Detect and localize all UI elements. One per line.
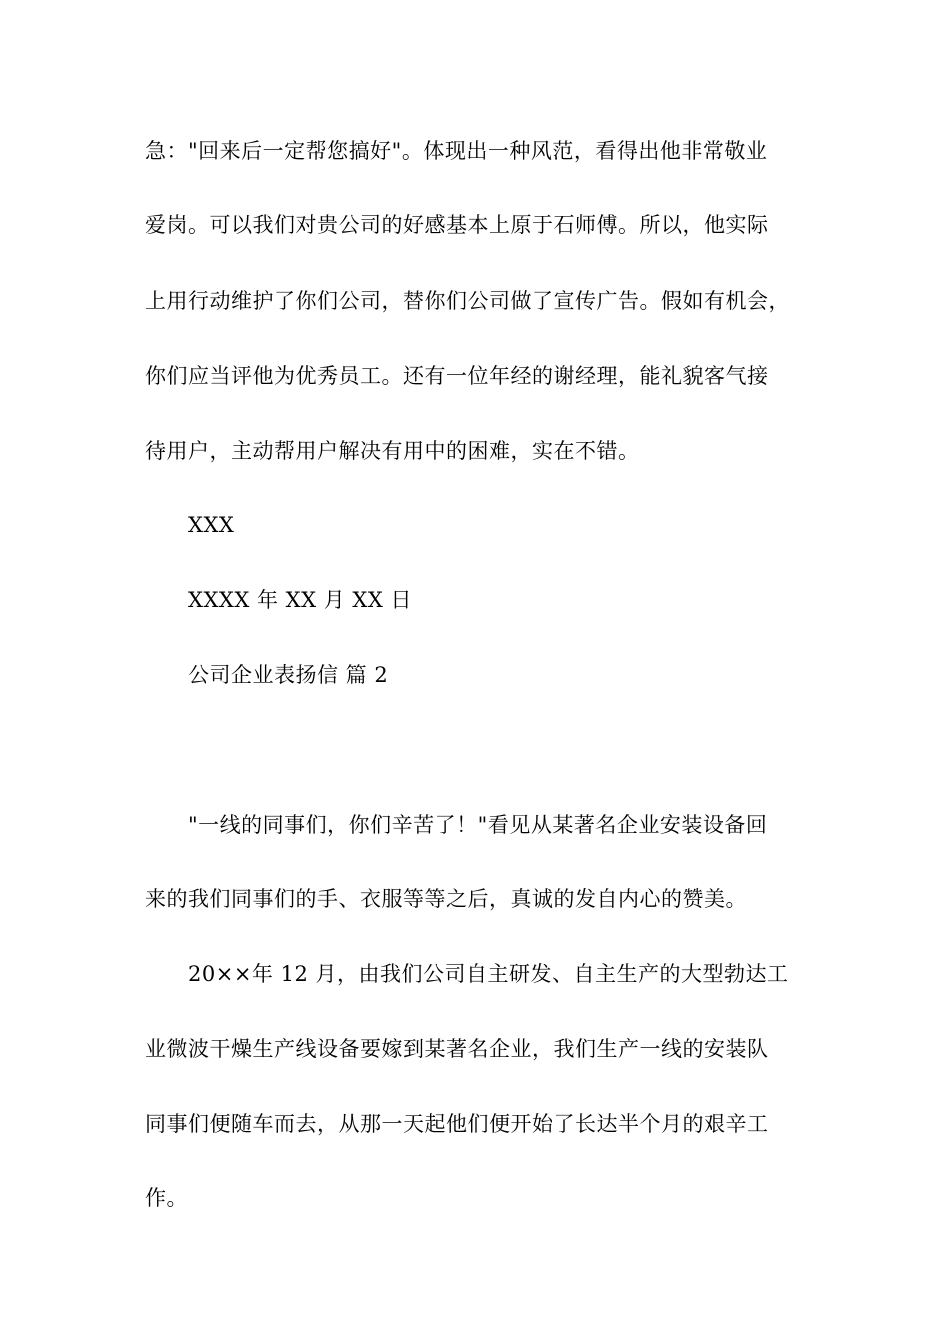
body-text-line: 爱岗。可以我们对贵公司的好感基本上原于石师傅。所以，他实际 — [145, 213, 769, 237]
body-text-line: 来的我们同事们的手、衣服等等之后，真诚的发自内心的赞美。 — [145, 887, 747, 911]
body-text-line: 上用行动维护了你们公司，替你们公司做了宣传广告。假如有机会， — [145, 289, 790, 313]
body-text-line: 同事们便随车而去，从那一天起他们便开始了长达半个月的艰辛工 — [145, 1112, 769, 1136]
body-text-line: "一线的同事们，你们辛苦了！"看见从某著名企业安装设备回 — [188, 813, 768, 837]
body-text-line: 20××年 12 月，由我们公司自主研发、自主生产的大型勃达工 — [188, 962, 789, 986]
body-text-line: 作。 — [145, 1186, 188, 1210]
section-title: 公司企业表扬信 篇 2 — [188, 663, 389, 687]
body-text-line: 你们应当评他为优秀员工。还有一位年经的谢经理，能礼貌客气接 — [145, 364, 769, 388]
date: XXXX 年 XX 月 XX 日 — [188, 588, 412, 612]
body-text-line: 业微波干燥生产线设备要嫁到某著名企业，我们生产一线的安装队 — [145, 1037, 769, 1061]
signature: XXX — [188, 513, 235, 537]
body-text-line: 待用户，主动帮用户解决有用中的困难，实在不错。 — [145, 439, 640, 463]
body-text-line: 急："回来后一定帮您搞好"。体现出一种风范，看得出他非常敬业 — [145, 139, 768, 163]
